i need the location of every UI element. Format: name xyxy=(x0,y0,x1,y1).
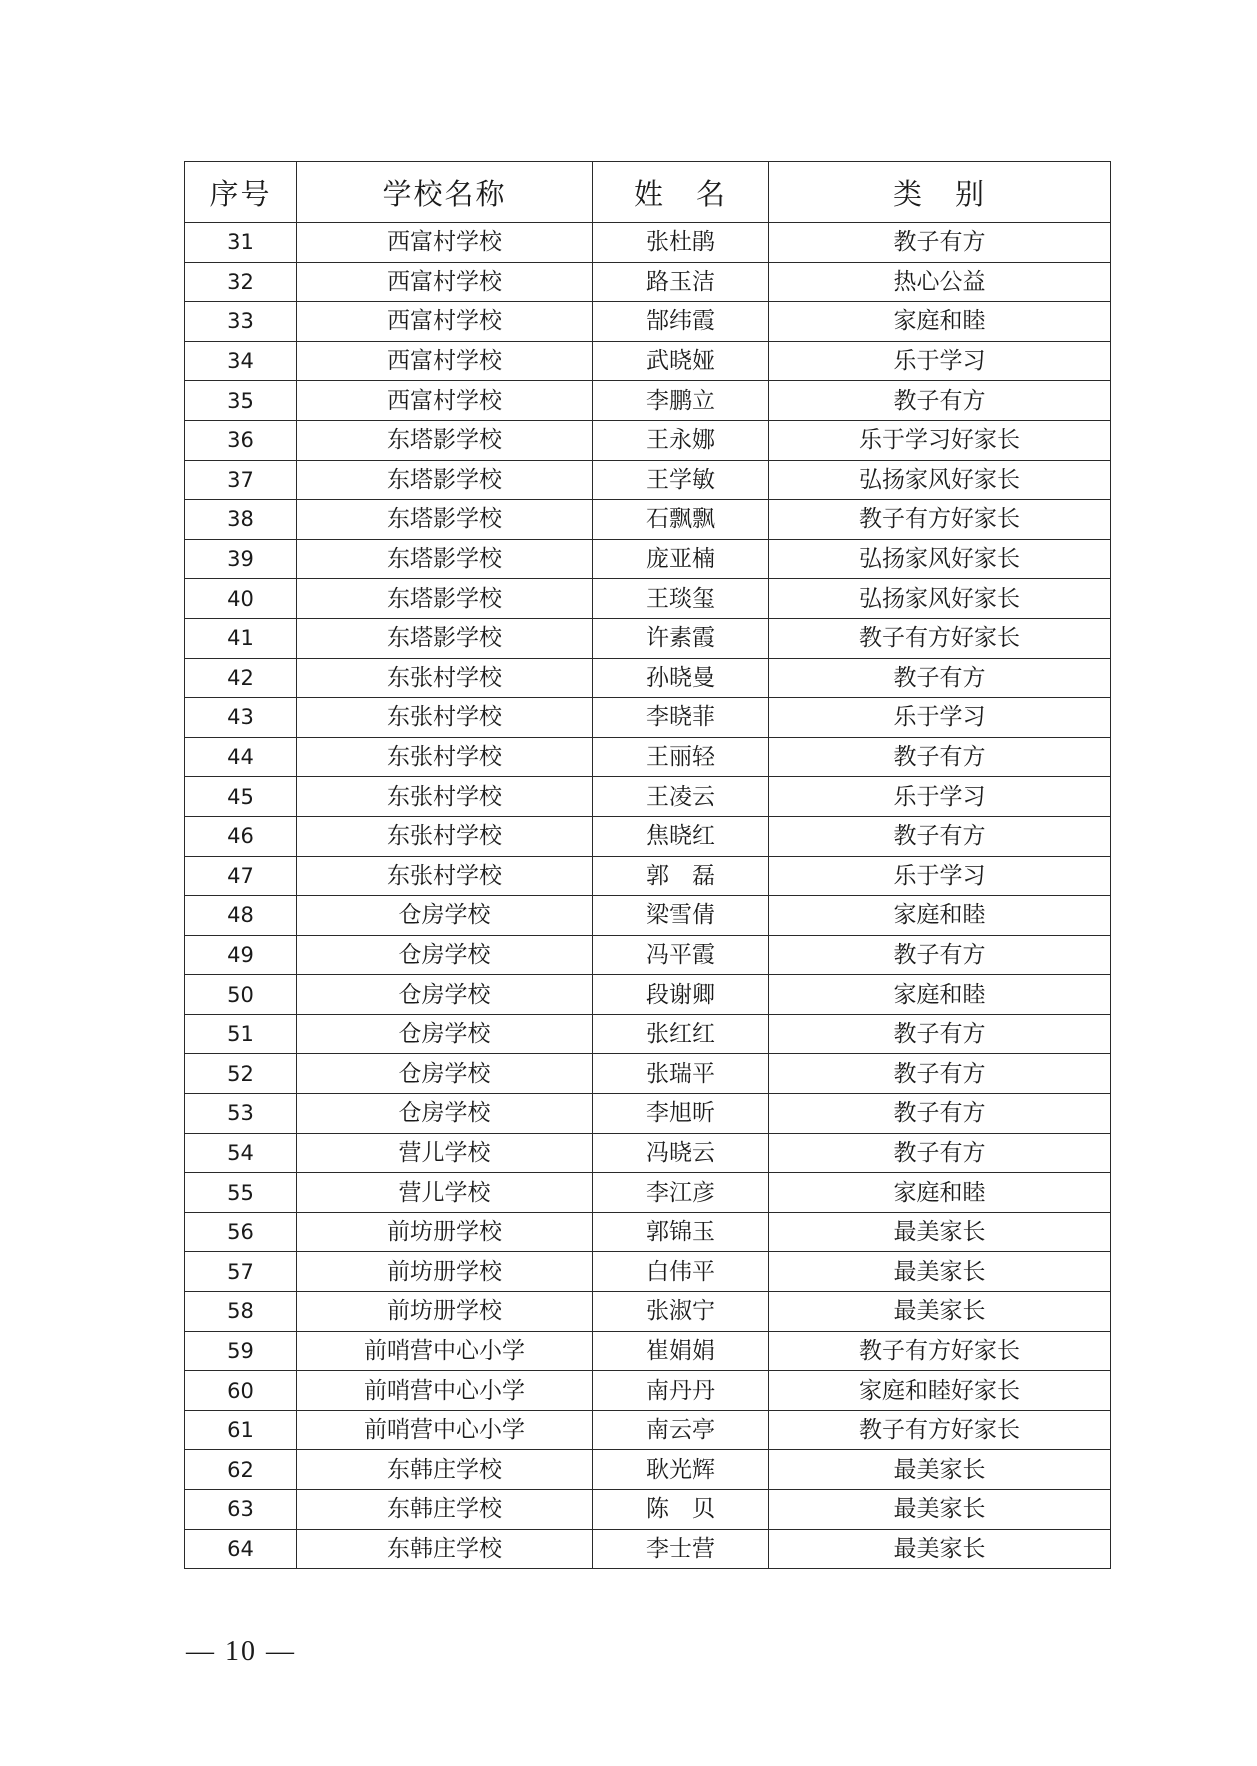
cell-category: 家庭和睦 xyxy=(769,302,1111,342)
cell-school: 东塔影学校 xyxy=(297,618,593,658)
cell-no: 32 xyxy=(185,262,297,302)
cell-no: 55 xyxy=(185,1173,297,1213)
cell-category: 教子有方 xyxy=(769,816,1111,856)
cell-name: 李士营 xyxy=(593,1529,769,1569)
cell-category: 教子有方好家长 xyxy=(769,618,1111,658)
cell-no: 33 xyxy=(185,302,297,342)
cell-category: 教子有方 xyxy=(769,935,1111,975)
table-row xyxy=(185,1054,1111,1094)
cell-no: 57 xyxy=(185,1252,297,1292)
cell-name: 石飘飘 xyxy=(593,500,769,540)
cell-category: 家庭和睦好家长 xyxy=(769,1371,1111,1411)
cell-school: 仓房学校 xyxy=(297,935,593,975)
cell-school: 仓房学校 xyxy=(297,1054,593,1094)
cell-no: 41 xyxy=(185,618,297,658)
cell-name: 李鹏立 xyxy=(593,381,769,421)
header-row xyxy=(185,162,1111,223)
cell-no: 53 xyxy=(185,1094,297,1134)
cell-name: 白伟平 xyxy=(593,1252,769,1292)
cell-no: 36 xyxy=(185,420,297,460)
cell-category: 教子有方好家长 xyxy=(769,1410,1111,1450)
cell-name: 梁雪倩 xyxy=(593,896,769,936)
cell-name: 王琰玺 xyxy=(593,579,769,619)
cell-category: 教子有方 xyxy=(769,1094,1111,1134)
cell-name: 张瑞平 xyxy=(593,1054,769,1094)
cell-no: 43 xyxy=(185,698,297,738)
table-row xyxy=(185,1331,1111,1371)
table-row xyxy=(185,1212,1111,1252)
table-row xyxy=(185,975,1111,1015)
cell-name: 段谢卿 xyxy=(593,975,769,1015)
cell-school: 前哨营中心小学 xyxy=(297,1410,593,1450)
cell-name: 庞亚楠 xyxy=(593,539,769,579)
cell-school: 东韩庄学校 xyxy=(297,1529,593,1569)
cell-school: 西富村学校 xyxy=(297,381,593,421)
cell-no: 40 xyxy=(185,579,297,619)
cell-no: 52 xyxy=(185,1054,297,1094)
table-row xyxy=(185,896,1111,936)
name-list-table xyxy=(184,161,1111,1569)
header-name: 姓 名 xyxy=(593,162,769,223)
cell-no: 46 xyxy=(185,816,297,856)
cell-no: 39 xyxy=(185,539,297,579)
cell-name: 王凌云 xyxy=(593,777,769,817)
cell-name: 张淑宁 xyxy=(593,1292,769,1332)
cell-school: 东张村学校 xyxy=(297,658,593,698)
cell-no: 50 xyxy=(185,975,297,1015)
cell-category: 最美家长 xyxy=(769,1529,1111,1569)
cell-no: 35 xyxy=(185,381,297,421)
cell-no: 54 xyxy=(185,1133,297,1173)
table-row xyxy=(185,420,1111,460)
cell-school: 东张村学校 xyxy=(297,816,593,856)
cell-name: 王永娜 xyxy=(593,420,769,460)
cell-school: 前坊册学校 xyxy=(297,1252,593,1292)
page-number: — 10 — xyxy=(186,1636,296,1667)
cell-category: 最美家长 xyxy=(769,1212,1111,1252)
cell-no: 42 xyxy=(185,658,297,698)
cell-no: 48 xyxy=(185,896,297,936)
table-row xyxy=(185,1014,1111,1054)
cell-no: 63 xyxy=(185,1490,297,1530)
table-row xyxy=(185,698,1111,738)
cell-school: 仓房学校 xyxy=(297,896,593,936)
cell-no: 61 xyxy=(185,1410,297,1450)
table-row xyxy=(185,262,1111,302)
header-school: 学校名称 xyxy=(297,162,593,223)
cell-category: 教子有方好家长 xyxy=(769,500,1111,540)
cell-name: 郭 磊 xyxy=(593,856,769,896)
cell-name: 焦晓红 xyxy=(593,816,769,856)
table-row xyxy=(185,500,1111,540)
cell-category: 教子有方 xyxy=(769,381,1111,421)
cell-no: 31 xyxy=(185,223,297,263)
table-row xyxy=(185,341,1111,381)
cell-name: 李晓菲 xyxy=(593,698,769,738)
cell-category: 教子有方 xyxy=(769,658,1111,698)
cell-category: 最美家长 xyxy=(769,1450,1111,1490)
cell-name: 耿光辉 xyxy=(593,1450,769,1490)
cell-name: 王学敏 xyxy=(593,460,769,500)
cell-category: 热心公益 xyxy=(769,262,1111,302)
cell-no: 64 xyxy=(185,1529,297,1569)
cell-category: 弘扬家风好家长 xyxy=(769,460,1111,500)
cell-school: 西富村学校 xyxy=(297,341,593,381)
table-row xyxy=(185,1529,1111,1569)
table-row xyxy=(185,816,1111,856)
cell-name: 李旭昕 xyxy=(593,1094,769,1134)
cell-school: 前哨营中心小学 xyxy=(297,1371,593,1411)
table-row xyxy=(185,1094,1111,1134)
cell-name: 张杜鹃 xyxy=(593,223,769,263)
cell-category: 教子有方 xyxy=(769,223,1111,263)
cell-school: 西富村学校 xyxy=(297,223,593,263)
cell-no: 34 xyxy=(185,341,297,381)
cell-name: 张红红 xyxy=(593,1014,769,1054)
cell-category: 教子有方好家长 xyxy=(769,1331,1111,1371)
cell-category: 最美家长 xyxy=(769,1292,1111,1332)
cell-category: 教子有方 xyxy=(769,1054,1111,1094)
cell-name: 郭锦玉 xyxy=(593,1212,769,1252)
cell-school: 东塔影学校 xyxy=(297,579,593,619)
cell-school: 东塔影学校 xyxy=(297,420,593,460)
cell-name: 南云亭 xyxy=(593,1410,769,1450)
cell-school: 仓房学校 xyxy=(297,1094,593,1134)
cell-category: 家庭和睦 xyxy=(769,896,1111,936)
table-row xyxy=(185,1450,1111,1490)
cell-name: 冯平霞 xyxy=(593,935,769,975)
table-row xyxy=(185,1490,1111,1530)
cell-school: 前坊册学校 xyxy=(297,1292,593,1332)
cell-school: 东塔影学校 xyxy=(297,460,593,500)
cell-school: 西富村学校 xyxy=(297,302,593,342)
cell-category: 乐于学习 xyxy=(769,698,1111,738)
cell-school: 仓房学校 xyxy=(297,1014,593,1054)
cell-no: 49 xyxy=(185,935,297,975)
table-row xyxy=(185,302,1111,342)
cell-school: 东韩庄学校 xyxy=(297,1450,593,1490)
table-row xyxy=(185,381,1111,421)
cell-name: 南丹丹 xyxy=(593,1371,769,1411)
table-row xyxy=(185,460,1111,500)
cell-school: 东张村学校 xyxy=(297,737,593,777)
cell-category: 家庭和睦 xyxy=(769,1173,1111,1213)
cell-category: 最美家长 xyxy=(769,1252,1111,1292)
cell-school: 营儿学校 xyxy=(297,1173,593,1213)
header-category: 类 别 xyxy=(769,162,1111,223)
cell-school: 营儿学校 xyxy=(297,1133,593,1173)
cell-category: 乐于学习好家长 xyxy=(769,420,1111,460)
cell-school: 前坊册学校 xyxy=(297,1212,593,1252)
cell-no: 51 xyxy=(185,1014,297,1054)
cell-name: 李江彦 xyxy=(593,1173,769,1213)
table-row xyxy=(185,223,1111,263)
table-row xyxy=(185,1292,1111,1332)
cell-school: 东塔影学校 xyxy=(297,539,593,579)
cell-school: 西富村学校 xyxy=(297,262,593,302)
cell-no: 37 xyxy=(185,460,297,500)
cell-name: 路玉洁 xyxy=(593,262,769,302)
cell-name: 冯晓云 xyxy=(593,1133,769,1173)
cell-no: 44 xyxy=(185,737,297,777)
cell-name: 孙晓曼 xyxy=(593,658,769,698)
cell-school: 东张村学校 xyxy=(297,698,593,738)
cell-no: 62 xyxy=(185,1450,297,1490)
cell-category: 乐于学习 xyxy=(769,341,1111,381)
cell-school: 前哨营中心小学 xyxy=(297,1331,593,1371)
table-row xyxy=(185,539,1111,579)
table-row xyxy=(185,1173,1111,1213)
table-row xyxy=(185,1371,1111,1411)
header-no: 序号 xyxy=(185,162,297,223)
cell-school: 东韩庄学校 xyxy=(297,1490,593,1530)
cell-name: 陈 贝 xyxy=(593,1490,769,1530)
cell-category: 最美家长 xyxy=(769,1490,1111,1530)
cell-no: 47 xyxy=(185,856,297,896)
cell-name: 武晓娅 xyxy=(593,341,769,381)
cell-no: 56 xyxy=(185,1212,297,1252)
cell-school: 仓房学校 xyxy=(297,975,593,1015)
table-row xyxy=(185,856,1111,896)
cell-category: 弘扬家风好家长 xyxy=(769,579,1111,619)
cell-name: 王丽轻 xyxy=(593,737,769,777)
cell-no: 59 xyxy=(185,1331,297,1371)
table-row xyxy=(185,658,1111,698)
table-row xyxy=(185,935,1111,975)
cell-category: 家庭和睦 xyxy=(769,975,1111,1015)
cell-no: 58 xyxy=(185,1292,297,1332)
table-row xyxy=(185,1252,1111,1292)
cell-category: 弘扬家风好家长 xyxy=(769,539,1111,579)
cell-name: 许素霞 xyxy=(593,618,769,658)
cell-category: 乐于学习 xyxy=(769,777,1111,817)
cell-category: 教子有方 xyxy=(769,737,1111,777)
cell-school: 东张村学校 xyxy=(297,856,593,896)
cell-school: 东张村学校 xyxy=(297,777,593,817)
cell-category: 乐于学习 xyxy=(769,856,1111,896)
cell-no: 45 xyxy=(185,777,297,817)
cell-category: 教子有方 xyxy=(769,1014,1111,1054)
cell-no: 38 xyxy=(185,500,297,540)
table-row xyxy=(185,1133,1111,1173)
cell-no: 60 xyxy=(185,1371,297,1411)
table-body xyxy=(185,223,1111,1569)
table-row xyxy=(185,618,1111,658)
cell-school: 东塔影学校 xyxy=(297,500,593,540)
cell-name: 郜纬霞 xyxy=(593,302,769,342)
table-row xyxy=(185,737,1111,777)
cell-name: 崔娟娟 xyxy=(593,1331,769,1371)
table-row xyxy=(185,579,1111,619)
table-row xyxy=(185,1410,1111,1450)
cell-category: 教子有方 xyxy=(769,1133,1111,1173)
table-row xyxy=(185,777,1111,817)
